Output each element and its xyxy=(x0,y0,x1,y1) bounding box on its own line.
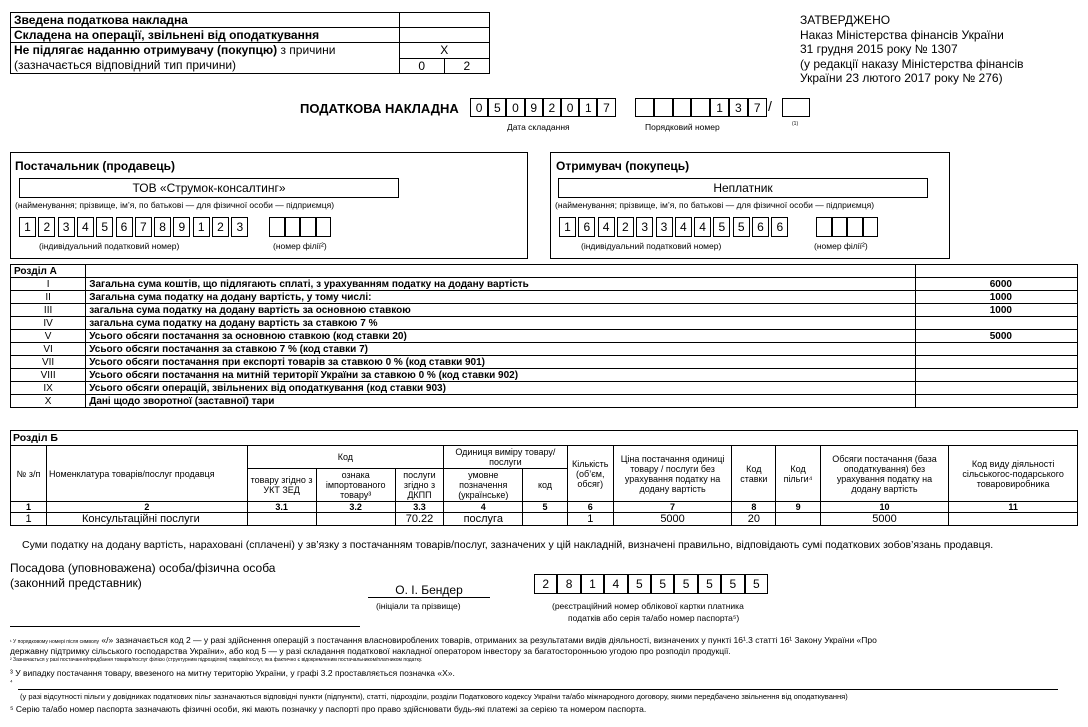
section-a-row-text: Усього обсяги постачання за основною ставкою (код ставки 20) xyxy=(86,330,915,343)
column-number: 3.2 xyxy=(316,502,395,513)
date-digit-cell[interactable]: 1 xyxy=(579,98,597,117)
section-a-row-num: VII xyxy=(11,356,86,369)
ipn-digit-cell[interactable]: 4 xyxy=(77,217,94,237)
section-a-row-num: VIII xyxy=(11,369,86,382)
ipn-digit-cell[interactable]: 3 xyxy=(231,217,248,237)
goods-cell[interactable] xyxy=(949,513,1078,526)
goods-cell[interactable]: Консультаційні послуги xyxy=(47,513,248,526)
card-digit-cell[interactable]: 5 xyxy=(628,574,651,594)
signer-name-caption: (ініціали та прізвище) xyxy=(376,601,461,611)
section-a-row-num: IX xyxy=(11,382,86,395)
section-a-row-value[interactable]: 5000 xyxy=(915,330,1077,343)
section-a-row-value[interactable] xyxy=(915,395,1077,408)
ipn-digit-cell[interactable]: 8 xyxy=(154,217,171,237)
col-unit2-header: код xyxy=(523,469,567,502)
seller-heading: Постачальник (продавець) xyxy=(15,159,176,173)
branch-digit-cell[interactable] xyxy=(847,217,863,237)
date-digit-cell[interactable]: 5 xyxy=(488,98,506,117)
order-digit-cell[interactable] xyxy=(654,98,673,117)
order-digit-cell[interactable]: 1 xyxy=(710,98,729,117)
card-digit-cell[interactable]: 8 xyxy=(557,574,580,594)
column-number: 6 xyxy=(567,502,613,513)
goods-cell[interactable]: послуга xyxy=(444,513,523,526)
column-number: 10 xyxy=(820,502,949,513)
column-number: 4 xyxy=(444,502,523,513)
col-agro-header: Код виду діяльності сільськогос-подарського товаровиробника xyxy=(949,446,1078,502)
card-digit-cell[interactable]: 5 xyxy=(674,574,697,594)
card-caption-2: податків або серія та/або номер паспорта⁵) xyxy=(568,613,740,623)
signer-label-line1: Посадова (уповноважена) особа/фізична особа xyxy=(10,561,276,575)
goods-cell[interactable]: 70.22 xyxy=(395,513,443,526)
section-a-row xyxy=(11,369,1078,382)
date-digit-cell[interactable]: 0 xyxy=(561,98,579,117)
ipn-digit-cell[interactable]: 5 xyxy=(96,217,113,237)
not-provided-bold: Не підлягає наданню отримувачу (покупцю) xyxy=(14,43,278,57)
card-digit-cell[interactable]: 5 xyxy=(651,574,674,594)
ipn-digit-cell[interactable]: 3 xyxy=(656,217,673,237)
branch-digit-cell[interactable] xyxy=(269,217,285,237)
section-a-row xyxy=(11,356,1078,369)
approval-line-1: ЗАТВЕРДЖЕНО xyxy=(800,13,891,27)
not-provided-label xyxy=(11,43,400,74)
order-digit-cell[interactable]: 7 xyxy=(748,98,767,117)
column-number: 2 xyxy=(47,502,248,513)
section-a-row-text: Загальна сума коштів, що підлягають сплаті, з урахуванням податку на додану вартість xyxy=(86,278,915,291)
ipn-digit-cell[interactable]: 2 xyxy=(38,217,55,237)
order-digit-cell[interactable]: 3 xyxy=(729,98,748,117)
footnote-4-line xyxy=(18,689,1058,690)
reason-code-1[interactable]: 0 xyxy=(399,58,444,74)
column-number: 3.3 xyxy=(395,502,443,513)
not-provided-mark[interactable]: X xyxy=(399,43,489,59)
col-code-header: Код xyxy=(247,446,444,469)
goods-cell[interactable] xyxy=(316,513,395,526)
date-digit-cell[interactable]: 2 xyxy=(543,98,561,117)
order-suffix-cell[interactable] xyxy=(782,98,810,117)
date-digit-cell[interactable]: 0 xyxy=(470,98,488,117)
section-a-row-text: Загальна сума податку на додану вартість, у тому числі: xyxy=(86,291,915,304)
section-a-row-value[interactable] xyxy=(915,356,1077,369)
footnote-divider xyxy=(10,626,360,627)
section-a-row-text: Усього обсяги постачання на митній території України за ставкою 0 % (код ставки 902) xyxy=(86,369,915,382)
goods-cell[interactable] xyxy=(776,513,820,526)
ipn-digit-cell[interactable]: 4 xyxy=(694,217,711,237)
section-a-row-num: II xyxy=(11,291,86,304)
buyer-name-field[interactable]: Неплатник xyxy=(558,178,928,198)
footnote-3: ³ У випадку постачання товару, ввезеного на митну територію України, у графі 3.2 проставляється позначка «Х». xyxy=(10,668,455,678)
card-digit-cell[interactable]: 5 xyxy=(698,574,721,594)
footnote-1-prefix: ¹ У порядковому номері після символу xyxy=(10,639,100,645)
seller-name-caption: (найменування; прізвище, ім’я, по батькові — для фізичної особи — підприємця) xyxy=(15,200,335,210)
column-number: 3.1 xyxy=(247,502,316,513)
branch-digit-cell[interactable] xyxy=(816,217,832,237)
footnote-2: ² Зазначається у разі постачання/придбання товарів/послуг філією (структурним підрозділом) товарів/послуг, яка фактично є відокремленим постачальником/платником податку. xyxy=(10,657,423,663)
col-benefit-header: Код пільги⁴ xyxy=(776,446,820,502)
section-a-table xyxy=(10,264,1078,408)
col-unit-header: Одиниця виміру товару/послуги xyxy=(444,446,567,469)
buyer-ipn-caption: (індивідуальний податковий номер) xyxy=(581,241,722,251)
document-type-table xyxy=(10,12,490,74)
col-code3-header: послуги згідно з ДКПП xyxy=(395,469,443,502)
ipn-digit-cell[interactable]: 3 xyxy=(636,217,653,237)
ipn-digit-cell[interactable]: 1 xyxy=(559,217,576,237)
order-digit-cell[interactable] xyxy=(673,98,692,117)
section-a-row-value[interactable] xyxy=(915,317,1077,330)
ipn-digit-cell[interactable]: 1 xyxy=(19,217,36,237)
card-digit-cell[interactable]: 2 xyxy=(534,574,557,594)
column-number: 5 xyxy=(523,502,567,513)
section-a-row-text: Дані щодо зворотної (заставної) тари xyxy=(86,395,915,408)
section-a-row xyxy=(11,291,1078,304)
col-rate-header: Код ставки xyxy=(732,446,776,502)
ipn-digit-cell[interactable]: 1 xyxy=(193,217,210,237)
goods-cell[interactable]: 20 xyxy=(732,513,776,526)
seller-branch-caption: (номер філії²) xyxy=(273,241,327,251)
section-a-row-num: I xyxy=(11,278,86,291)
section-a-row xyxy=(11,395,1078,408)
section-b-title: Розділ Б xyxy=(11,431,1078,446)
col-name-header: Номенклатура товарів/послуг продавця xyxy=(47,446,248,502)
ipn-digit-cell[interactable]: 6 xyxy=(578,217,595,237)
date-digit-cell[interactable]: 7 xyxy=(597,98,615,117)
footnote-1c: державну підтримку сільського господарства України», або код 5 — у разі складання податкової накладної оператором інвестору за багатосторонньою угодою про розподіл продукції. xyxy=(10,646,731,656)
vat-statement: Суми податку на додану вартість, нараховані (сплачені) у зв’язку з постачанням товарів/послуг, зазначених у цій накладній, визначені правильно, відповідають сумі податкових зобов’язань продавця. xyxy=(22,539,994,551)
goods-cell[interactable]: 5000 xyxy=(820,513,949,526)
document-title: ПОДАТКОВА НАКЛАДНА xyxy=(300,101,459,116)
col-price-header: Ціна постачання одиниці товару / послуги без урахування податку на додану вартість xyxy=(613,446,731,502)
ipn-digit-cell[interactable]: 6 xyxy=(752,217,769,237)
section-a-row-num: III xyxy=(11,304,86,317)
section-a-row-text: загальна сума податку на додану вартість за основною ставкою xyxy=(86,304,915,317)
approval-line-2: Наказ Міністерства фінансів України xyxy=(800,27,1004,42)
branch-digit-cell[interactable] xyxy=(300,217,316,237)
goods-cell[interactable] xyxy=(523,513,567,526)
approval-block xyxy=(800,13,1024,86)
branch-digit-cell[interactable] xyxy=(285,217,301,237)
order-digit-cell[interactable] xyxy=(691,98,710,117)
ipn-digit-cell[interactable]: 2 xyxy=(617,217,634,237)
order-caption: Порядковий номер xyxy=(645,122,720,132)
signer-name-field[interactable]: О. І. Бендер xyxy=(368,583,490,598)
section-a-row-num: V xyxy=(11,330,86,343)
buyer-branch-caption: (номер філії²) xyxy=(814,241,868,251)
date-digit-cell[interactable]: 9 xyxy=(525,98,543,117)
card-digit-cell[interactable]: 4 xyxy=(604,574,627,594)
order-slash: / xyxy=(768,98,772,114)
col-code2-header: ознака імпортованого товару³ xyxy=(316,469,395,502)
section-a-row-value[interactable]: 6000 xyxy=(915,278,1077,291)
section-a-row-num: IV xyxy=(11,317,86,330)
col-code1-header: товару згідно з УКТ ЗЕД xyxy=(247,469,316,502)
section-a-row-text: Усього обсяги постачання за ставкою 7 % (код ставки 7) xyxy=(86,343,915,356)
goods-cell[interactable]: 1 xyxy=(567,513,613,526)
section-a-row-value[interactable] xyxy=(915,382,1077,395)
branch-digit-cell[interactable] xyxy=(863,217,879,237)
footnote-4-mark: ⁴ xyxy=(10,680,13,686)
exempt-operations-mark[interactable] xyxy=(399,28,489,43)
ipn-digit-cell[interactable]: 6 xyxy=(116,217,133,237)
consolidated-invoice-label: Зведена податкова накладна xyxy=(11,13,400,28)
col-total-header: Обсяги постачання (база оподаткування) без урахування податку на додану вартість xyxy=(820,446,949,502)
exempt-operations-label: Складена на операції, звільнені від оподаткування xyxy=(11,28,400,43)
signer-label xyxy=(10,561,275,591)
section-a-row-value[interactable] xyxy=(915,343,1077,356)
ipn-digit-cell[interactable]: 7 xyxy=(135,217,152,237)
section-a-title: Розділ А xyxy=(11,265,86,278)
consolidated-invoice-mark[interactable] xyxy=(399,13,489,28)
card-digit-cell[interactable]: 5 xyxy=(745,574,768,594)
seller-name-field[interactable]: ТОВ «Струмок-консалтинг» xyxy=(19,178,399,198)
section-a-row-text: Усього обсяги операцій, звільнених від оподаткування (код ставки 903) xyxy=(86,382,915,395)
branch-digit-cell[interactable] xyxy=(832,217,848,237)
date-digit-cell[interactable]: 0 xyxy=(506,98,524,117)
section-a-row-text: загальна сума податку на додану вартість за ставкою 7 % xyxy=(86,317,915,330)
order-footnote-ref: (1) xyxy=(792,121,799,127)
col-qty-header: Кількість (об’єм, обсяг) xyxy=(567,446,613,502)
ipn-digit-cell[interactable]: 3 xyxy=(58,217,75,237)
section-a-row-text: Усього обсяги постачання при експорті товарів за ставкою 0 % (код ставки 901) xyxy=(86,356,915,369)
section-a-row-value[interactable]: 1000 xyxy=(915,304,1077,317)
buyer-name-caption: (найменування; прізвище, ім’я, по батькові — для фізичної особи — підприємця) xyxy=(555,200,875,210)
col-num-header: № з/п xyxy=(11,446,47,502)
section-a-row-num: X xyxy=(11,395,86,408)
ipn-digit-cell[interactable]: 5 xyxy=(713,217,730,237)
goods-cell[interactable]: 5000 xyxy=(613,513,731,526)
seller-section xyxy=(10,152,528,259)
section-a-row xyxy=(11,317,1078,330)
not-provided-rest: з причини xyxy=(277,43,336,57)
reason-type-caption: (зазначається відповідний тип причини) xyxy=(14,58,237,72)
section-a-row-value[interactable] xyxy=(915,369,1077,382)
buyer-section xyxy=(550,152,950,259)
footnote-1a xyxy=(10,635,877,645)
section-a-row xyxy=(11,343,1078,356)
section-b-table xyxy=(10,430,1078,526)
ipn-digit-cell[interactable]: 2 xyxy=(212,217,229,237)
signer-label-line2: (законний представник) xyxy=(10,576,142,590)
approval-line-5: України 23 лютого 2017 року № 276) xyxy=(800,71,1003,85)
seller-ipn-caption: (індивідуальний податковий номер) xyxy=(39,241,180,251)
column-number: 9 xyxy=(776,502,820,513)
approval-line-3: 31 грудня 2015 року № 1307 xyxy=(800,42,958,56)
column-number: 1 xyxy=(11,502,47,513)
footnote-4-text: (у разі відсутності пільги у довідниках податкових пільг зазначаються відповідні пункти (підпункти), статті, підрозділи, розділи Податкового кодексу України та/або міжнародного договору, якими передбачено звільнення від оподаткування) xyxy=(20,692,848,701)
goods-cell[interactable] xyxy=(247,513,316,526)
card-digit-cell[interactable]: 1 xyxy=(581,574,604,594)
ipn-digit-cell[interactable]: 4 xyxy=(675,217,692,237)
section-a-row-num: VI xyxy=(11,343,86,356)
footnote-1-text: «/» зазначається код 2 — у разі здійснення операцій з постачання власновироблених товарів, отриманих за результатами видів діяльності, визначених у пункті 16¹.3 статті 16¹ Закону України «Про xyxy=(99,635,877,645)
column-number: 7 xyxy=(613,502,731,513)
column-number: 11 xyxy=(949,502,1078,513)
section-a-row xyxy=(11,278,1078,291)
column-number: 8 xyxy=(732,502,776,513)
section-a-row xyxy=(11,304,1078,317)
section-a-row xyxy=(11,382,1078,395)
col-unit1-header: умовне позначення (українське) xyxy=(444,469,523,502)
goods-cell[interactable]: 1 xyxy=(11,513,47,526)
ipn-digit-cell[interactable]: 5 xyxy=(733,217,750,237)
section-a-row-value[interactable]: 1000 xyxy=(915,291,1077,304)
approval-line-4: (у редакції наказу Міністерства фінансів xyxy=(800,56,1024,71)
ipn-digit-cell[interactable]: 9 xyxy=(173,217,190,237)
card-digit-cell[interactable]: 5 xyxy=(721,574,744,594)
reason-code-2[interactable]: 2 xyxy=(444,58,489,74)
branch-digit-cell[interactable] xyxy=(316,217,332,237)
section-a-row xyxy=(11,330,1078,343)
card-caption-1: (реєстраційний номер облікової картки платника xyxy=(552,601,744,611)
footnote-5: ⁵ Серію та/або номер паспорта зазначають фізичні особи, які мають позначку у паспорті про право здійснювати будь-які платежі за серією та номером паспорта. xyxy=(10,704,647,714)
date-caption: Дата складання xyxy=(507,122,570,132)
ipn-digit-cell[interactable]: 4 xyxy=(598,217,615,237)
order-digit-cell[interactable] xyxy=(635,98,654,117)
ipn-digit-cell[interactable]: 6 xyxy=(771,217,788,237)
buyer-heading: Отримувач (покупець) xyxy=(556,159,690,173)
